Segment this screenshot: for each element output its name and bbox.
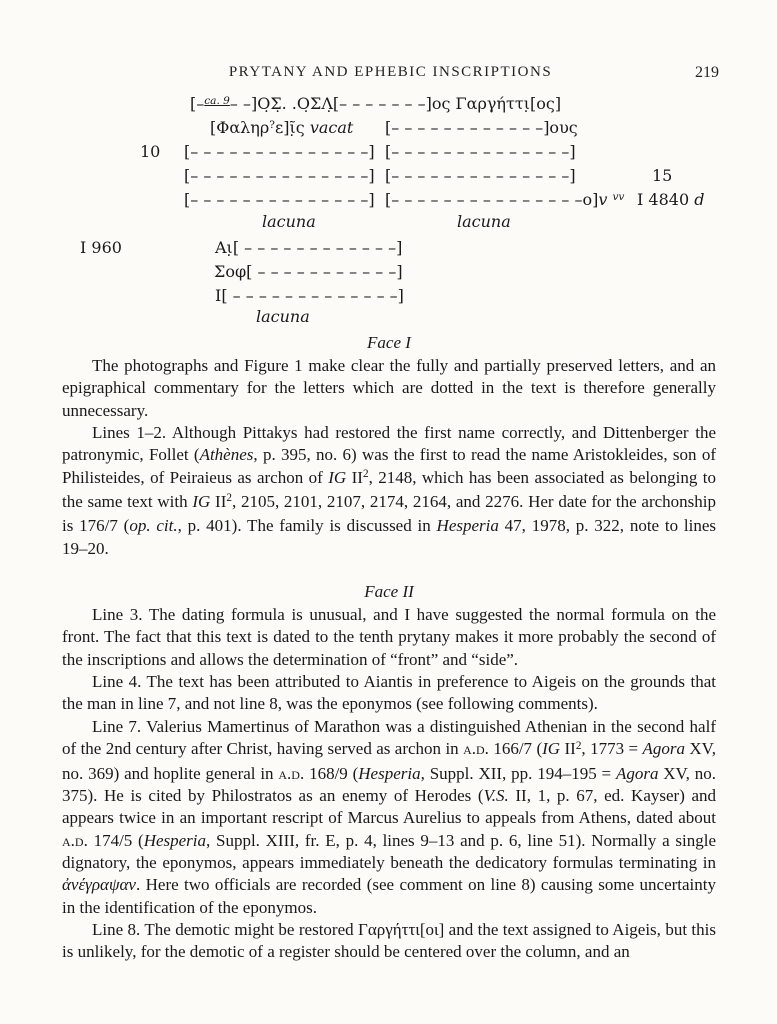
i960-line-2: Σοφ[ – – – – – – – – – – –]: [214, 262, 403, 281]
inscription-line-1: [–$^{ca. 9}$– –]Ο̣Σ̣. .Ο̣ΣΛ̣[– – – – – – –]ος Γαργήττι̣[ος]: [190, 94, 562, 113]
inscription-line-4-col2: [– – – – – – – – – – – – – –]: [385, 166, 576, 185]
paragraph: Lines 1–2. Although Pittakys had restored the first name correctly, and Dittenberger the patronymic, Follet (Athènes, p. 395, no. 6) was the first to read the name Aristokleides, son of Philisteides, of Peiraieus as archon of IG $II^2$, 2148, which has been associated as belonging to the same text with IG $II^2$, 2105, 2101, 2107, 2174, 2164, and 2276. Her date for the archonship is 176/7 (op. cit., p. 401). The family is discussed in Hesperia 47, 1978, p. 322, note to lines 19–20.: [62, 423, 717, 558]
paragraph: Line 8. The demotic might be restored Γαργήττι[οι] and the text assigned to Aigeis, but this is unlikely, for the demotic of a register should be centered over the column, and an: [62, 919, 716, 962]
line-number-marker-10: 10: [140, 142, 161, 161]
inscription-block: [0, 0, 777, 330]
i960-line-1: Αι̣[ – – – – – – – – – – – –]: [215, 238, 403, 257]
paragraph: Line 3. The dating formula is unusual, and I have suggested the normal formula on the front. The fact that this text is dated to the tenth prytany makes it more probably the second of the inscriptions and allows the determination of “front” and “side”.: [62, 605, 716, 669]
section-heading-face-2: Face II: [364, 582, 414, 602]
section-face-1: [62, 332, 716, 560]
inscription-line-5-col1: [– – – – – – – – – – – – – –]: [184, 190, 375, 209]
running-title: PRYTANY AND EPHEBIC INSCRIPTIONS: [228, 64, 553, 80]
lacuna-label-i960: lacuna: [256, 307, 310, 326]
inscription-line-4-col1: [– – – – – – – – – – – – – –]: [184, 166, 375, 185]
paragraph: The photographs and Figure 1 make clear the fully and partially preserved letters, and an epigraphical commentary for the letters which are dotted in the text is therefore generally unnecessary.: [62, 356, 716, 420]
inscription-line-3-col2: [– – – – – – – – – – – – – –]: [385, 142, 576, 161]
inventory-label-i4840d: I 4840 d: [637, 190, 705, 209]
lacuna-label-col1: lacuna: [262, 212, 316, 231]
commentary-body: [62, 332, 716, 964]
inventory-label-i960: I 960: [80, 238, 122, 257]
page-number: 219: [695, 64, 719, 81]
paragraph: Line 4. The text has been attributed to Aiantis in preference to Aigeis on the grounds that the man in line 7, and not line 8, was the eponymos (see following comments).: [62, 672, 716, 714]
inscription-line-3-col1: [– – – – – – – – – – – – – –]: [184, 142, 375, 161]
section-face-2: [62, 581, 716, 964]
section-heading-face-1: Face I: [367, 333, 411, 352]
paragraph: Line 7. Valerius Mamertinus of Marathon was a distinguished Athenian in the second half of the 2nd century after Christ, having served as archon in a.d. 166/7 (IG $II^2$, 1773 = Agora XV, no. 369) and hoplite general in a.d. 168/9 (Hesperia, Suppl. XII, pp. 194–195 = Agora XV, no. 375). He is cited by Philostratos as an enemy of Herodes (V.S. II, 1, p. 67, ed. Kayser) and appears twice in an important rescript of Marcus Aurelius to appeals from Athens, dated about a.d. 174/5 (Hesperia, Suppl. XIII, fr. E, p. 4, lines 9–13 and p. 6, line 51). Normally a single dignatory, the eponymos, appears immediately beneath the dedicatory formulas terminating in ἀνέγραψαν. Here two officials are recorded (see comment on line 8) causing some uncertainty in the identification of the eponymos.: [62, 716, 717, 917]
line-number-marker-15: 15: [652, 166, 673, 185]
inscription-line-2-col2: [– – – – – – – – – – – –]ους: [385, 118, 578, 137]
inscription-line-2-col1: [Φαληρ?ε]ῖ̣ς vacat: [210, 118, 354, 137]
lacuna-label-col2: lacuna: [457, 212, 511, 231]
inscription-line-5-col2: [– – – – – – – – – – – – – – –o]v $^{vv}$: [385, 190, 625, 209]
i960-line-3: Ι[ – – – – – – – – – – – – –]: [215, 286, 404, 305]
